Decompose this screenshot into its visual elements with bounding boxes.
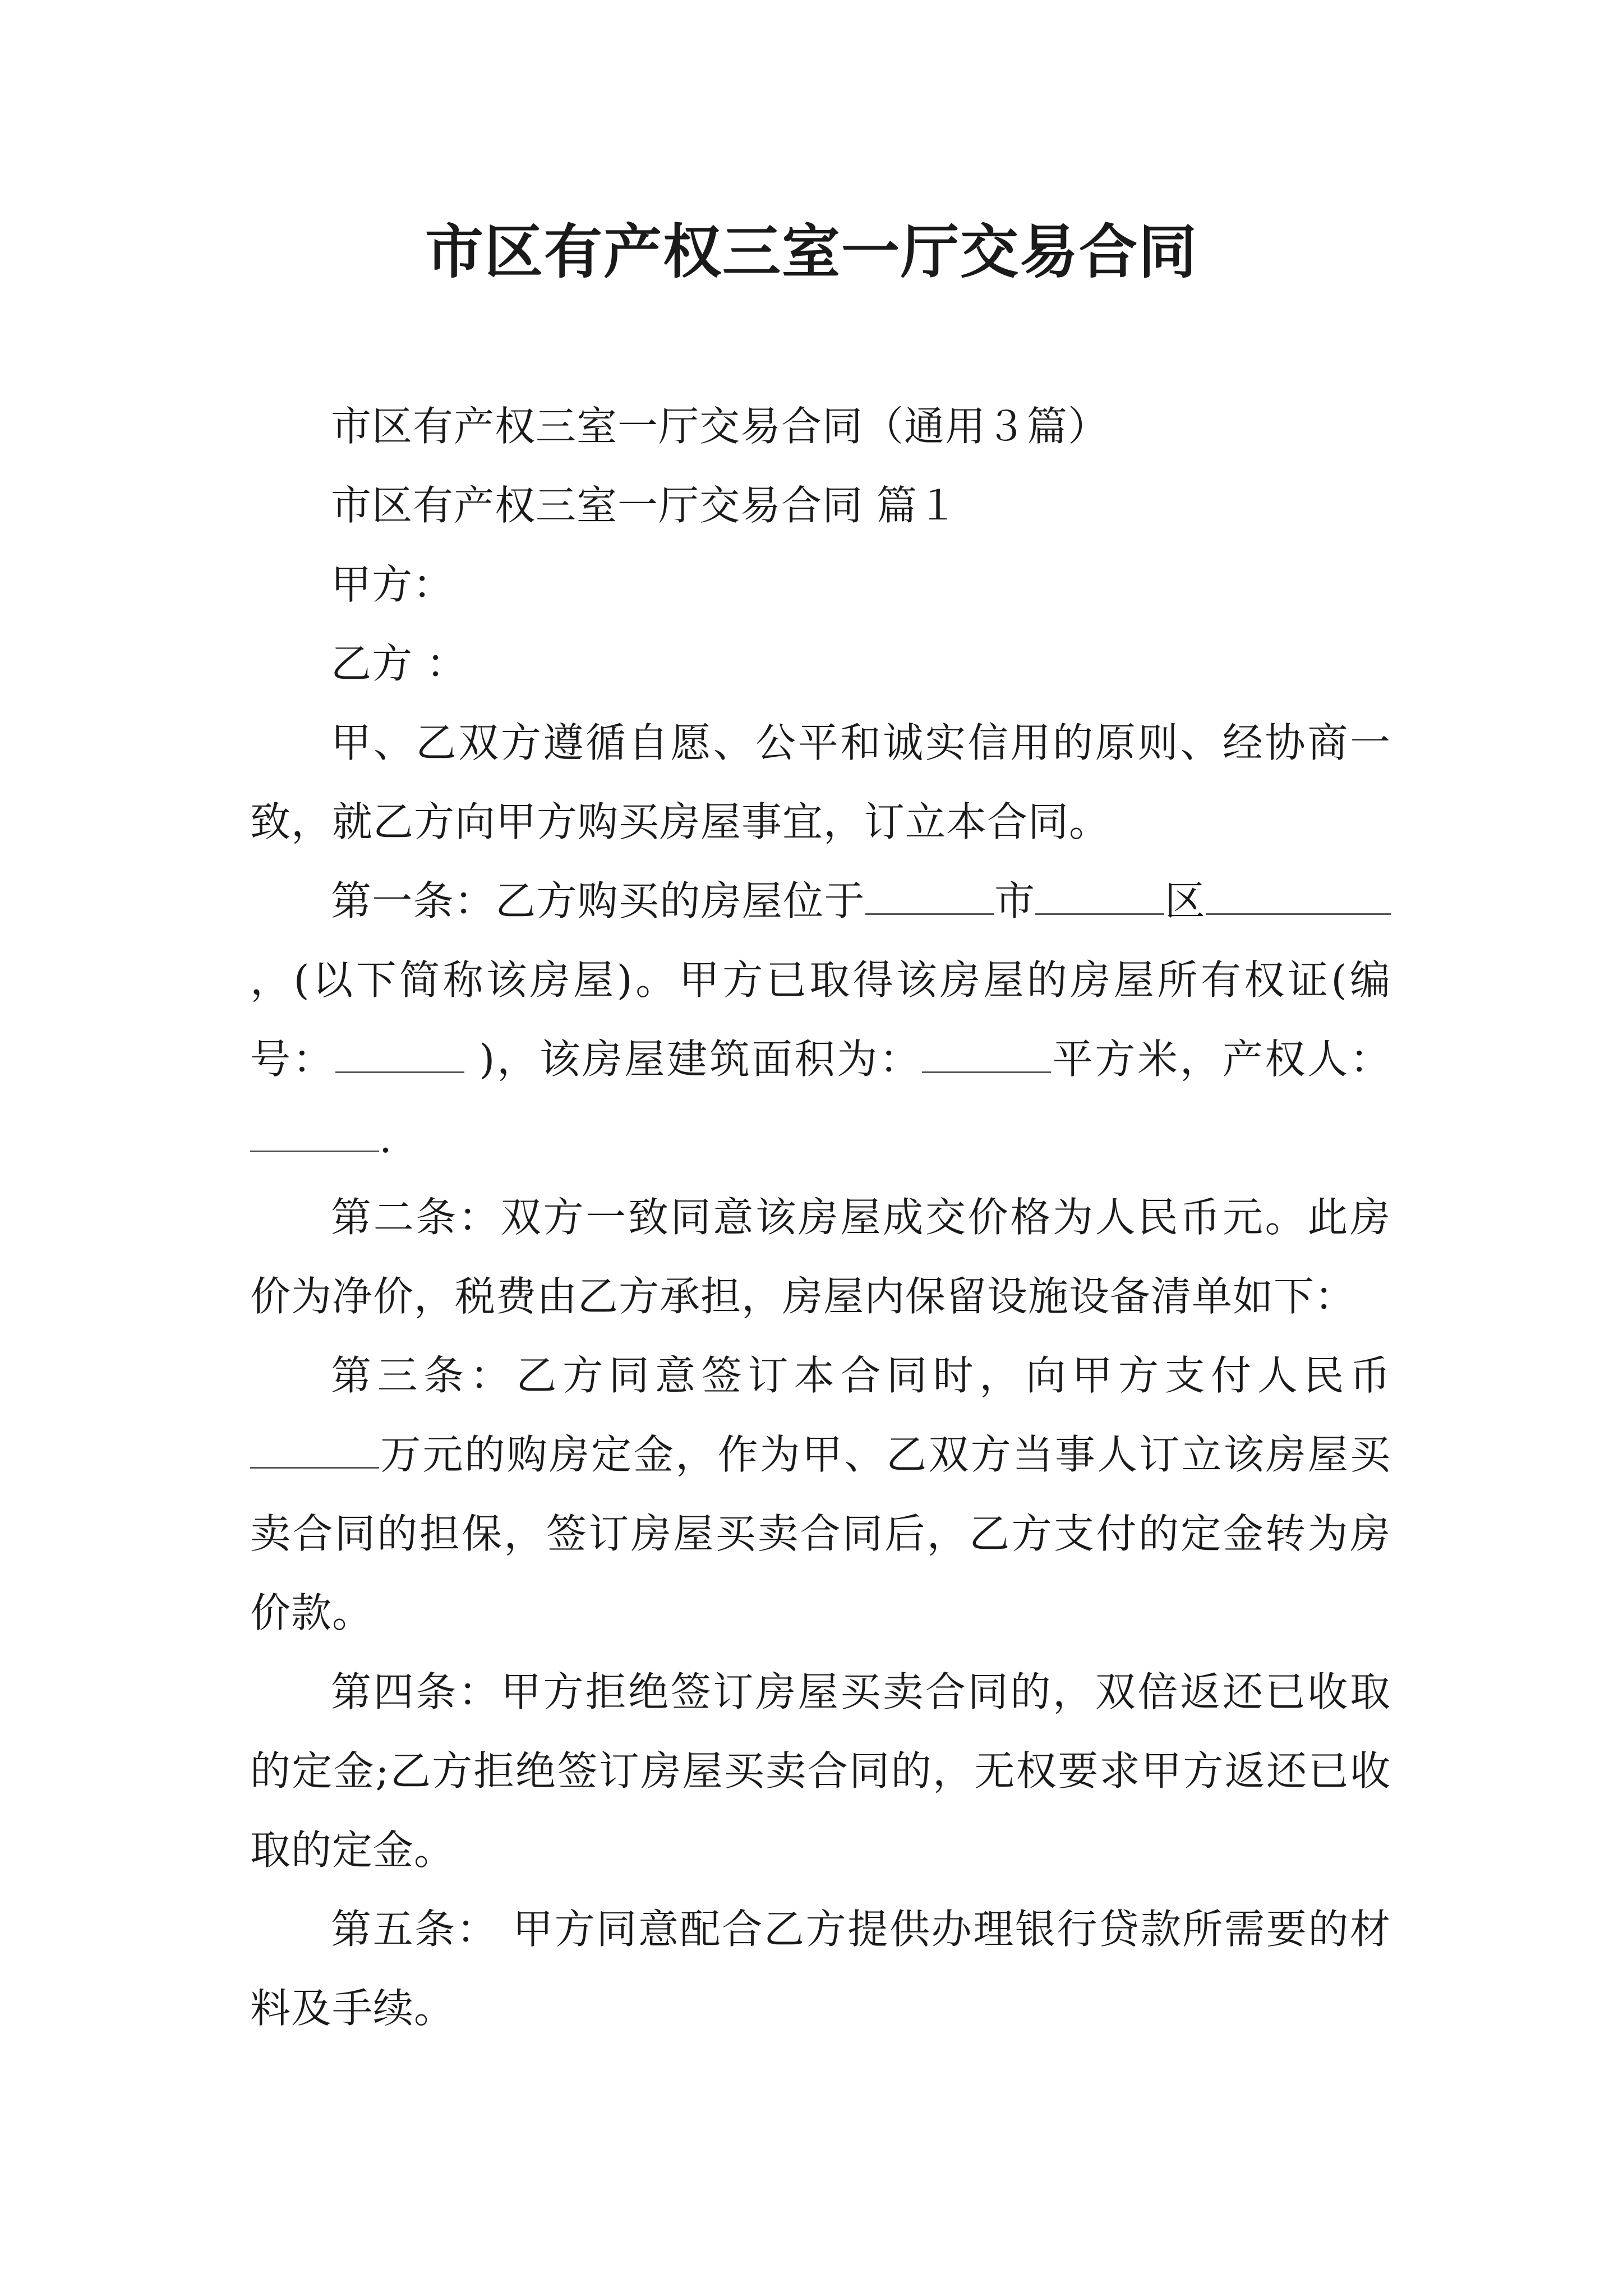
article-4: 第四条：甲方拒绝签订房屋买卖合同的，双倍返还已收取的定金;乙方拒绝签订房屋买卖合同的，无权要求甲方返还已收取的定金。 [250, 1668, 1391, 1874]
article-3-text: 万元的购房定金，作为甲、乙双方当事人订立该房屋买卖合同的担保，签订房屋买卖合同后，乙方支付的定金转为房价款。 [250, 1431, 1391, 1636]
document-subtitle: 市区有产权三室一厅交易合同（通用３篇） [331, 403, 1109, 450]
article-2: 第二条：双方一致同意该房屋成交价格为人民币元。此房价为净价，税费由乙方承担，房屋内保留设施设备清单如下： [250, 1194, 1391, 1320]
article-3-text: 第三条：乙方同意签订本合同时，向甲方支付人民币 [331, 1352, 1391, 1399]
intro-paragraph: 甲、乙双方遵循自愿、公平和诚实信用的原则、经协商一致，就乙方向甲方购买房屋事宜，订立本合同。 [250, 719, 1391, 845]
article-1-text: . [379, 1115, 393, 1162]
article-1-text: ，(以下简称该房屋)。甲方已取得该房屋的房屋所有权证(编号： [250, 956, 1391, 1083]
owner-blank [250, 1114, 379, 1152]
city-blank [865, 877, 994, 915]
area-blank [922, 1035, 1051, 1073]
deposit-blank [250, 1430, 379, 1469]
party-b-line: 乙方 ： [331, 640, 467, 687]
article-1-text: 区 [1164, 877, 1206, 924]
article-1 [250, 862, 1391, 1178]
article-1-text: 平方米，产权人： [1050, 1036, 1391, 1083]
section-title: 市区有产权三室一厅交易合同 篇１ [331, 482, 958, 529]
article-5: 第五条： 甲方同意配合乙方提供办理银行贷款所需要的材料及手续。 [250, 1906, 1391, 2032]
district-blank [1035, 877, 1164, 915]
certificate-number-blank [335, 1035, 464, 1073]
article-1-text: 市 [994, 877, 1036, 924]
article-3 [250, 1336, 1391, 1653]
article-1-text: 第一条：乙方购买的房屋位于 [331, 877, 865, 924]
document-body [250, 387, 1391, 2048]
document-title: 市区有产权三室一厅交易合同 [425, 217, 1198, 286]
address-blank [1206, 877, 1391, 915]
article-1-text: )，该房屋建筑面积为： [464, 1036, 922, 1083]
party-a-line: 甲方： [331, 561, 454, 608]
